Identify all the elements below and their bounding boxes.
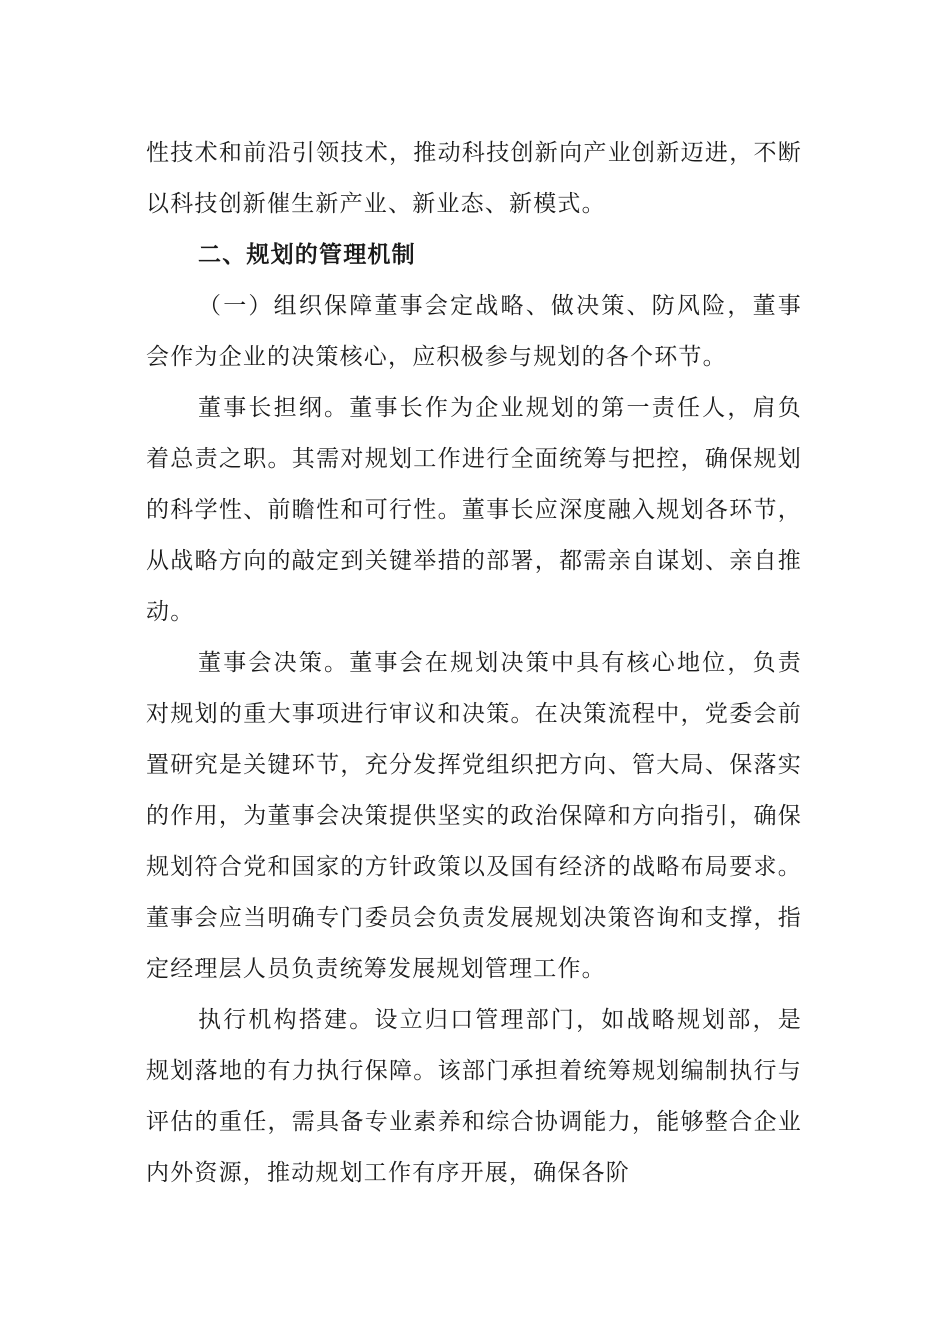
paragraph-board-decision: 董事会决策。董事会在规划决策中具有核心地位，负责对规划的重大事项进行审议和决策。在决策流程中，党委会前置研究是关键环节，充分发挥党组织把方向、管大局、保落实的作用，为董事会决策提供坚实的政治保障和方向指引，确保规划符合党和国家的方针政策以及国有经济的战略布局要求。董事会应当明确专门委员会负责发展规划决策咨询和支撑，指定经理层人员负责统筹发展规划管理工作。 [146, 650, 802, 982]
paragraph-execution-body: 执行机构搭建。设立归口管理部门，如战略规划部，是规划落地的有力执行保障。该部门承担着统筹规划编制执行与评估的重任，需具备专业素养和综合协调能力，能够整合企业内外资源，推动规划工作有序开展，确保各阶 [146, 1007, 802, 1186]
paragraph-tech-innovation-continued: 性技术和前沿引领技术，推动科技创新向产业创新迈进，不断以科技创新催生新产业、新业态、新模式。 [146, 140, 802, 217]
paragraph-organizational-guarantee: （一）组织保障董事会定战略、做决策、防风险，董事会作为企业的决策核心，应积极参与规划的各个环节。 [146, 293, 802, 370]
paragraph-chairman-role: 董事长担纲。董事长作为企业规划的第一责任人，肩负着总责之职。其需对规划工作进行全面统筹与把控，确保规划的科学性、前瞻性和可行性。董事长应深度融入规划各环节，从战略方向的敲定到关键举措的部署，都需亲自谋划、亲自推动。 [146, 395, 802, 625]
section-heading-management-mechanism: 二、规划的管理机制 [198, 242, 416, 268]
document-body [146, 128, 802, 1199]
